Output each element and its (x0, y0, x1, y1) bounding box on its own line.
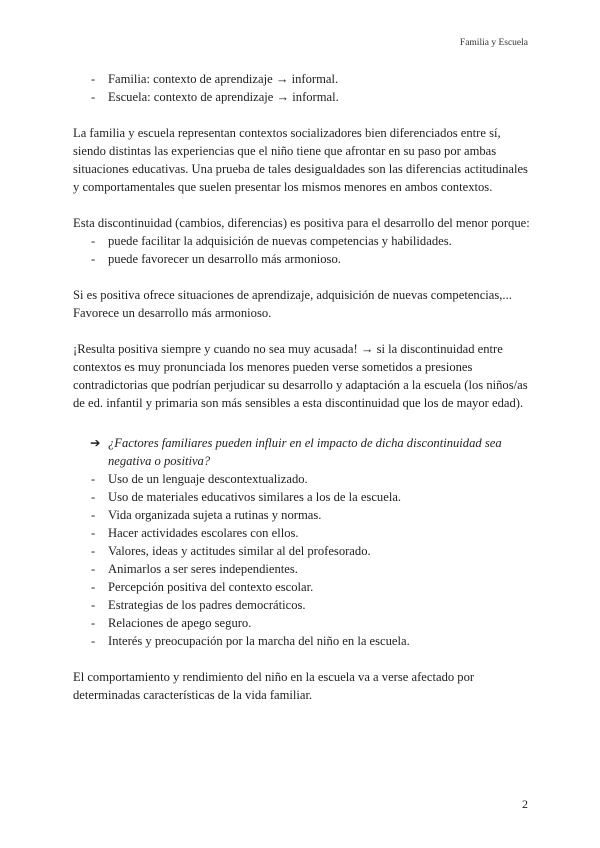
page-number: 2 (522, 797, 528, 811)
list-item: - Hacer actividades escolares con ellos. (91, 526, 299, 540)
list-item: - Escuela: contexto de aprendizaje → informal. (91, 90, 339, 104)
list-item: - puede facilitar la adquisición de nuevas competencias y habilidades. (91, 234, 452, 248)
list-item: - Uso de materiales educativos similares a los de la escuela. (91, 490, 402, 504)
list-item: - Familia: contexto de aprendizaje → informal. (91, 72, 339, 86)
context-list (73, 70, 533, 106)
list-item: - Animarlos a ser seres independientes. (91, 562, 298, 576)
question-item (73, 434, 533, 470)
list-item: - Relaciones de apego seguro. (91, 616, 252, 630)
list-item: - puede favorecer un desarrollo más armonioso. (91, 252, 341, 266)
list-item: - Valores, ideas y actitudes similar al del profesorado. (91, 544, 371, 558)
list-item: - Uso de un lenguaje descontextualizado. (91, 472, 308, 486)
factors-list (73, 470, 533, 650)
list-item: - Estrategias de los padres democráticos. (91, 598, 306, 612)
paragraph-conclusion: El comportamiento y rendimiento del niño en la escuela va a verse afectado por determinadas características de la vida familiar. (73, 670, 475, 702)
paragraph-warning: ¡Resulta positiva siempre y cuando no sea muy acusada! → si la discontinuidad entre contextos es muy pronunciada los menores pueden verse sometidos a presiones contradictorias que podrían perjudicar su desarrollo y adaptación a la escuela (los niños/as de ed. infantil y primaria son más sensibles a esta discontinuidad que los de mayor edad). (73, 342, 528, 410)
list-item: - Percepción positiva del contexto escolar. (91, 580, 314, 594)
paragraph-discontinuity: Esta discontinuidad (cambios, diferencias) es positiva para el desarrollo del menor porque: (73, 216, 530, 230)
list-item: - Interés y preocupación por la marcha del niño en la escuela. (91, 634, 410, 648)
question-text: ¿Factores familiares pueden influir en el impacto de dicha discontinuidad sea negativa o positiva? (108, 436, 502, 468)
benefits-list (73, 232, 533, 268)
list-item: - Vida organizada sujeta a rutinas y normas. (91, 508, 322, 522)
paragraph-positive: Si es positiva ofrece situaciones de aprendizaje, adquisición de nuevas competencias,... Favorece un desarrollo más armonioso. (73, 288, 512, 320)
running-header: Familia y Escuela (459, 38, 528, 48)
page-body (73, 70, 533, 722)
arrow-icon: ➔ (90, 436, 101, 450)
paragraph-contexts: La familia y escuela representan contextos socializadores bien diferenciados entre sí, siendo distintas las experiencias que el niño tiene que afrontar en su paso por ambas situaciones educativas. Una prueba de tales desigualdades son las diferencias actitudinales y comportamentales que suelen presentar los mismos menores en ambos contextos. (73, 126, 528, 194)
